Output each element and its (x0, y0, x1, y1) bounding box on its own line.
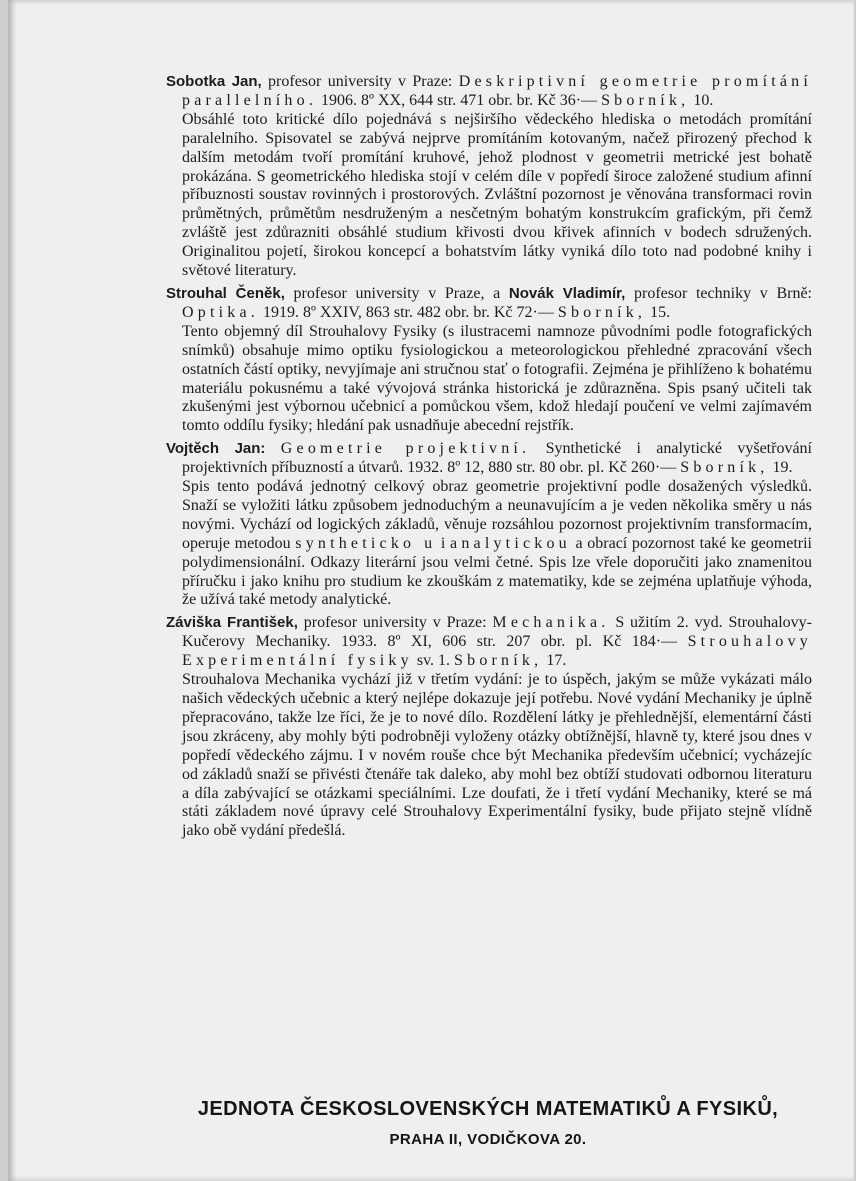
entry-heading: Záviška František, profesor university v Praze: Mechanika. S užitím 2. vyd. Strouhalovy-Kučerovy Mechaniky. 1933. 8º XI, 606 str. 207 obr. pl. Kč 184·— Strouhalovy Experimentální fysiky sv. 1. Sborník, 17. (166, 614, 813, 670)
entry-series: Sborník, (454, 652, 543, 670)
entry-author: Strouhal Čeněk, (166, 284, 285, 302)
entry-heading: Strouhal Čeněk, profesor university v Praze, a Novák Vladimír, profesor techniky v Brně: Optika. 1919. 8º XXIV, 863 str. 482 obr. br. Kč 72·— Sborník, 15. (166, 284, 812, 321)
entry-coauthor: Novák Vladimír, (508, 284, 626, 302)
catalog-entry-zaviska (166, 614, 812, 841)
entry-related-title: Strouhalovy Experimentální fysiky (182, 633, 812, 670)
catalog-column (166, 73, 812, 845)
entry-author: Sobotka Jan, (166, 73, 262, 90)
entry-series: Sborník, (557, 303, 647, 321)
entry-description: Strouhalova Mechanika vychází již v třetím vydání: je to úspěch, jakým se může vykázati málo našich vědeckých učebnic a který nejlépe dokazuje její potřebu. Nové vydání Mechaniky je úplně přepracováno, takže lze říci, že je to nové dílo. Rozdělení látky je přehlednější, elementární části jsou zkráceny, aby mohly býti podrobněji vyloženy otázky obtížnější, hlavně ty, které jsou dnes v popředí vědeckého zájmu. I v novém rouše chce být Mechanika především učebnicí; vycházejíc od základů snaží se přivésti čtenáře tak daleko, aby mohl bez obtíží studovati odbornou literaturu a díla zabývající se otázkami speciálními. Lze doufati, že i třetí vydání Mechaniky, které se má státi základem nové úpravy celé Strouhalovy Experimentální fysiky, bude přijato stejně vlídně jako obě vydání předešlá. (182, 671, 812, 840)
publisher-name: JEDNOTA ČESKOSLOVENSKÝCH MATEMATIKŮ A FYSIKŮ, (197, 1098, 779, 1120)
entry-title: Optika. (182, 303, 259, 321)
entry-heading: Sobotka Jan, profesor university v Praze: Deskriptivní geometrie promítání parallelního. 1906. 8º XX, 644 str. 471 obr. br. Kč 36·— Sborník, 10. (166, 73, 813, 109)
entry-title: Geometrie projektivní. (280, 440, 531, 458)
entry-heading: Vojtěch Jan: Geometrie projektivní. Synthetické i analytické vyšetřování projektivních příbuzností a útvarů. 1932. 8º 12, 880 str. 80 obr. pl. Kč 260·— Sborník, 19. (166, 440, 812, 477)
entry-author: Vojtěch Jan: (166, 440, 266, 458)
entry-title: Mechanika. (492, 614, 610, 632)
catalog-entry-vojtech (166, 440, 812, 610)
entry-series: Sborník, (601, 91, 690, 109)
catalog-entry-strouhal (166, 285, 812, 436)
entry-series: Sborník, (680, 459, 769, 477)
publisher-address: PRAHA II, VODIČKOVA 20. (389, 1131, 587, 1148)
entry-description: Obsáhlé toto kritické dílo pojednává s nejširšího vědeckého hlediska o metodách promítání paralelního. Spisovatel se zabývá nejprve promítáním kotovaným, načež přirozený přechod k dalším metodám tvoří promítání kruhové, jehož plodnost v geometrii metrické jest bohatě prokázána. S geometrického hlediska stojí v celém díle v popředí široce založené studium afinní příbuznosti soustav rovinných i prostorových. Zvláštní pozornost je věnována transformaci rovin průmětných, průmětům nesdruženým a nesčetným bohatým konstrukcím grafickým, při čemž zvláště jest zdůrazniti obsáhlé studium křivosti dvou křivek afinních v bodech sdružených. Originalitou pojetí, širokou koncepcí a bohatstvím látky vyniká dílo toto nad podobné knihy i světové literatury. (182, 110, 812, 280)
entry-title: Deskriptivní geometrie promítání parallelního. (182, 73, 813, 109)
entry-description: Tento objemný díl Strouhalovy Fysiky (s ilustracemi namnoze původními podle fotografických snímků) obsahuje mimo optiku fysiologickou a meteorologickou přehledné zpracování všech ostatních částí optiky, nevyjímaje ani stručnou stať o fotografii. Zejména je přihlíženo k bohatému materiálu pokusnému a také vývojová stránka historická je zdůrazněna. Spis psaný učiteli tak zkušenými jest výbornou učebnicí a pomůckou všem, kdož hledají poučení ve velmi zajímavém tomto oddílu fysiky; hledání pak usnadňuje abecední rejstřík. (182, 322, 812, 435)
catalog-entry-sobotka (166, 73, 812, 281)
book-page (8, 0, 854, 1181)
entry-author: Záviška František, (166, 614, 298, 632)
entry-description: Spis tento podává jednotný celkový obraz geometrie projektivní podle dosažených výsledků. Snaží se vyložiti látku způsobem jednoduchým a neunavujícím a je veden několika směry u nás novými. Vychází od logických základů, věnuje rozsáhlou pozornost projektivním transformacím, operuje metodou syntheticko u i analytickou a obrací pozornost také ke geometrii polydimensionální. Odkazy literární jsou velmi četné. Spis lze vřele doporučiti jako znamenitou příručku i jako knihu pro studium ke zkouškám z matematiky, kde se zejména uplatňuje výhoda, že užívá také metody analytické. (182, 478, 812, 609)
